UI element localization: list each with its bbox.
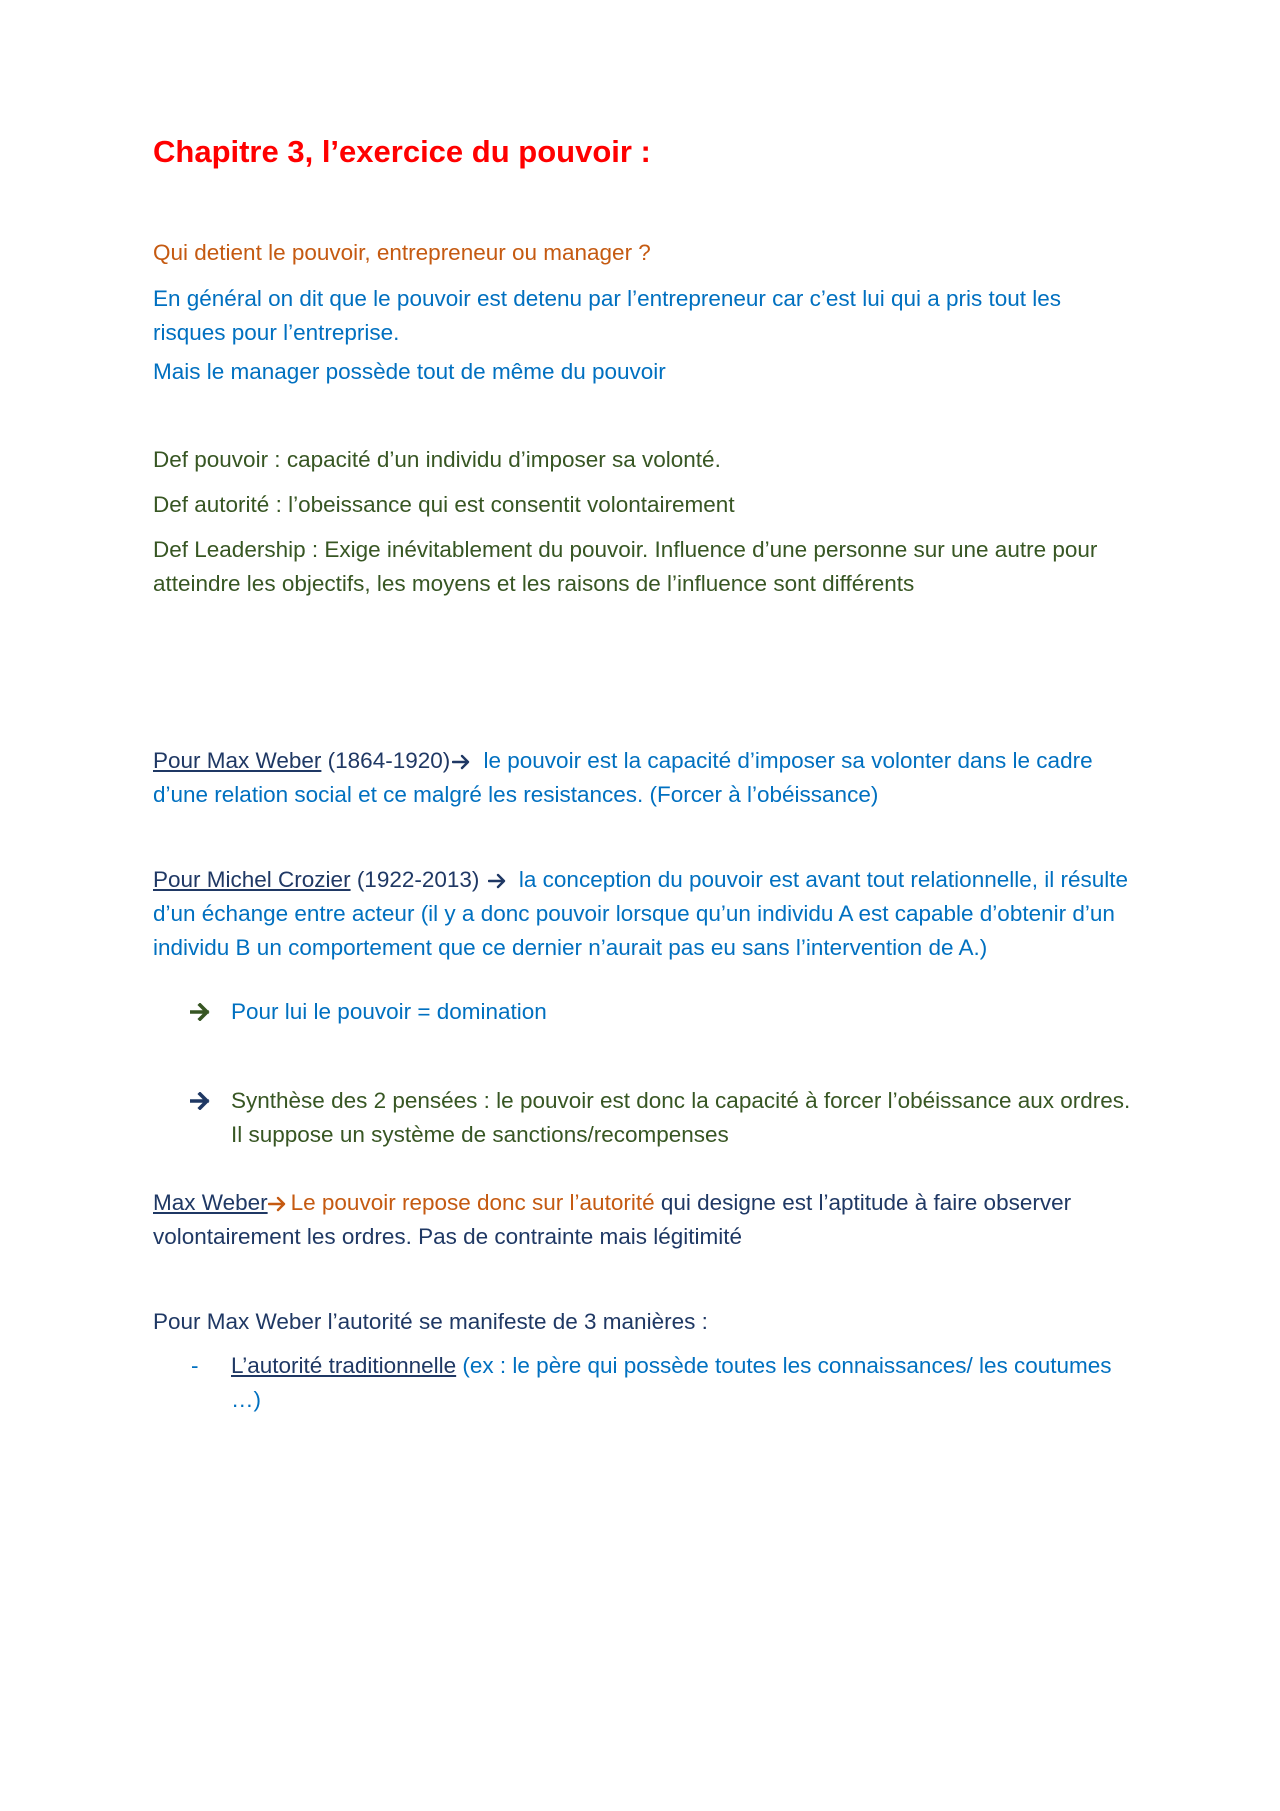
right-arrow-icon — [488, 866, 510, 886]
bullet-domination: Pour lui le pouvoir = domination — [231, 999, 547, 1024]
question-heading: Qui detient le pouvoir, entrepreneur ou manager ? — [153, 240, 651, 265]
weber-paragraph — [153, 744, 1133, 812]
crozier-dates: (1922-2013) — [350, 867, 486, 892]
crozier-text: la conception du pouvoir est avant tout relationnelle, il résulte d’un échange entre acteur (il y a donc pouvoir lorsque qu’un individu A est capable d’obtenir d’un individu B un comportement que ce dernier n’aurait pas eu sans l’intervention de A.) — [153, 867, 1129, 960]
list-item-traditionnelle — [231, 1349, 1131, 1417]
page-title: Chapitre 3, l’exercice du pouvoir : — [153, 134, 651, 169]
definition-pouvoir: Def pouvoir : capacité d’un individu d’imposer sa volonté. — [153, 447, 721, 472]
definition-autorite: Def autorité : l’obeissance qui est consentit volontairement — [153, 492, 735, 517]
paragraph-manager: Mais le manager possède tout de même du pouvoir — [153, 359, 666, 384]
weber2-text: qui designe est l’aptitude à faire observer volontairement les ordres. Pas de contrainte mais légitimité — [153, 1190, 1072, 1249]
weber2-orange-text: Le pouvoir repose donc sur l’autorité — [290, 1190, 661, 1215]
definition-leadership: Def Leadership : Exige inévitablement du pouvoir. Influence d’une personne sur une autre pour atteindre les objectifs, les moyens et les raisons de l’influence sont différents — [153, 537, 1098, 596]
paragraph-entrepreneur: En général on dit que le pouvoir est detenu par l’entrepreneur car c’est lui qui a pris tout les risques pour l’entreprise. — [153, 286, 1062, 345]
weber-dates: (1864-1920) — [321, 748, 451, 773]
right-arrow-icon — [268, 1189, 290, 1209]
weber2-name: Max Weber — [153, 1190, 268, 1215]
weber-autorite-paragraph — [153, 1186, 1133, 1254]
weber-name: Pour Max Weber — [153, 748, 322, 773]
crozier-name: Pour Michel Crozier — [153, 867, 351, 892]
right-arrow-icon — [452, 747, 474, 767]
list-dash: - — [191, 1353, 199, 1378]
manieres-heading: Pour Max Weber l’autorité se manifeste de 3 manières : — [153, 1309, 708, 1334]
weber-text: le pouvoir est la capacité d’imposer sa volonter dans le cadre d’une relation social et ce malgré les resistances. (Forcer à l’obéissance) — [153, 748, 1093, 807]
crozier-paragraph — [153, 863, 1133, 965]
list-item-text: (ex : le père qui possède toutes les connaissances/ les coutumes …) — [231, 1353, 1112, 1412]
bullet-synthese: Synthèse des 2 pensées : le pouvoir est donc la capacité à forcer l’obéissance aux ordres. Il suppose un système de sanctions/recompenses — [231, 1088, 1131, 1147]
bold-right-arrow-icon — [190, 995, 214, 1029]
bold-right-arrow-icon — [190, 1084, 214, 1118]
list-item-name: L’autorité traditionnelle — [231, 1353, 457, 1378]
